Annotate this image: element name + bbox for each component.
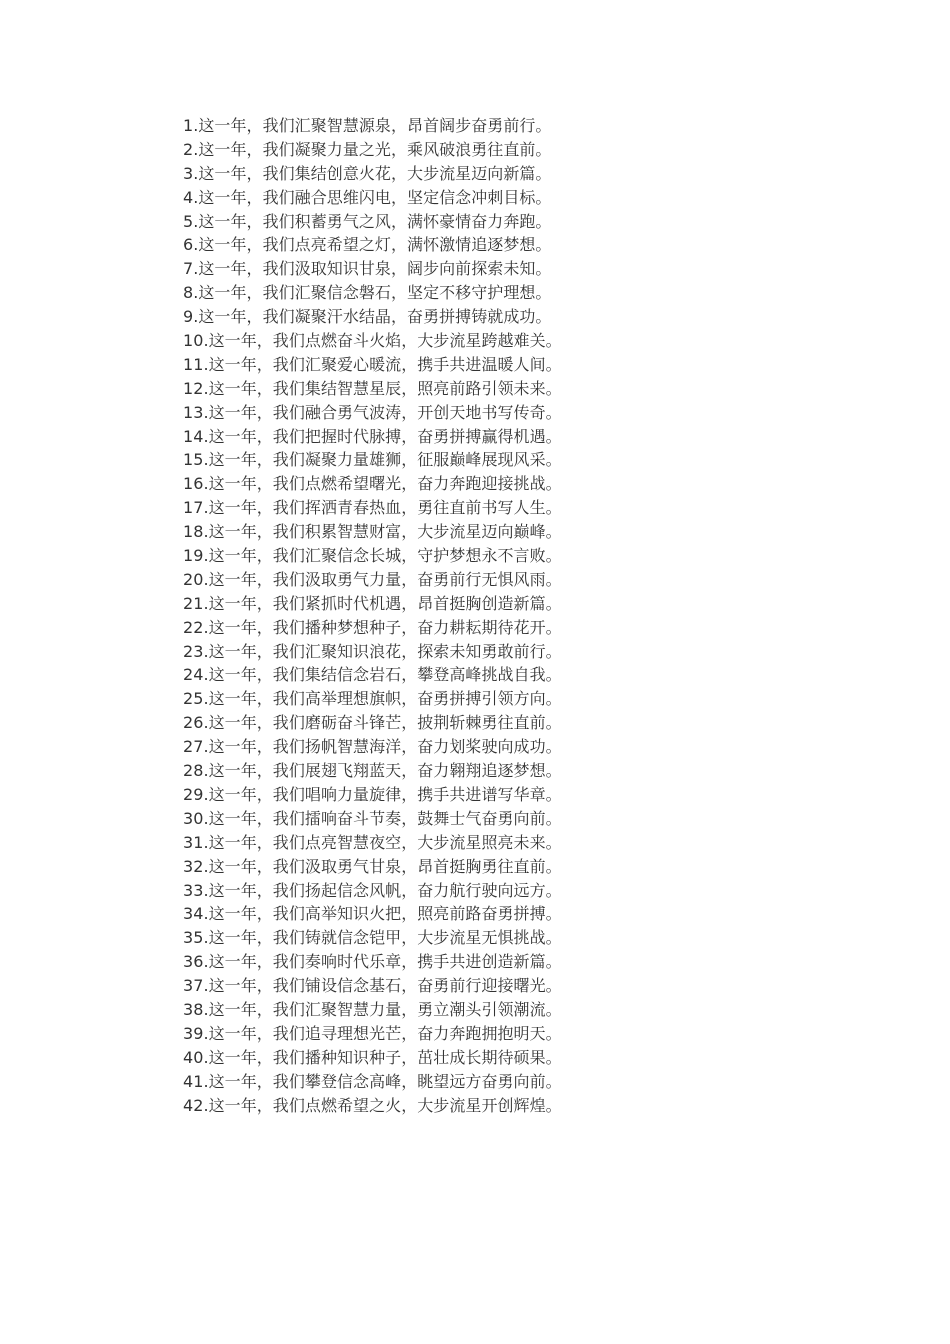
list-item: 17.这一年，我们挥洒青春热血，勇往直前书写人生。 xyxy=(183,498,562,518)
list-item: 25.这一年，我们高举理想旗帜，奋勇拼搏引领方向。 xyxy=(183,689,562,709)
list-item: 20.这一年，我们汲取勇气力量，奋勇前行无惧风雨。 xyxy=(183,569,562,589)
list-item: 27.这一年，我们扬帆智慧海洋，奋力划桨驶向成功。 xyxy=(183,737,562,757)
list-item: 35.这一年，我们铸就信念铠甲，大步流星无惧挑战。 xyxy=(183,928,562,948)
list-item: 10.这一年，我们点燃奋斗火焰，大步流星跨越难关。 xyxy=(183,331,562,351)
list-item: 33.这一年，我们扬起信念风帆，奋力航行驶向远方。 xyxy=(183,880,562,900)
document-content xyxy=(183,114,903,1117)
list-item: 21.这一年，我们紧抓时代机遇，昂首挺胸创造新篇。 xyxy=(183,593,562,613)
list-item: 19.这一年，我们汇聚信念长城，守护梦想永不言败。 xyxy=(183,546,562,566)
list-item: 24.这一年，我们集结信念岩石，攀登高峰挑战自我。 xyxy=(183,665,562,685)
list-item: 42.这一年，我们点燃希望之火，大步流星开创辉煌。 xyxy=(183,1095,562,1115)
list-item: 36.这一年，我们奏响时代乐章，携手共进创造新篇。 xyxy=(183,952,562,972)
list-item: 1.这一年，我们汇聚智慧源泉，昂首阔步奋勇前行。 xyxy=(183,116,552,135)
list-item: 37.这一年，我们铺设信念基石，奋勇前行迎接曙光。 xyxy=(183,976,562,996)
list-item: 4.这一年，我们融合思维闪电，坚定信念冲刺目标。 xyxy=(183,187,552,207)
list-item: 41.这一年，我们攀登信念高峰，眺望远方奋勇向前。 xyxy=(183,1071,562,1091)
list-item: 16.这一年，我们点燃希望曙光，奋力奔跑迎接挑战。 xyxy=(183,474,562,494)
list-item: 11.这一年，我们汇聚爱心暖流，携手共进温暖人间。 xyxy=(183,354,562,374)
list-item: 40.这一年，我们播种知识种子，茁壮成长期待硕果。 xyxy=(183,1047,562,1067)
list-item: 39.这一年，我们追寻理想光芒，奋力奔跑拥抱明天。 xyxy=(183,1023,562,1043)
list-item: 23.这一年，我们汇聚知识浪花，探索未知勇敢前行。 xyxy=(183,641,562,661)
list-item: 12.这一年，我们集结智慧星辰，照亮前路引领未来。 xyxy=(183,378,562,398)
list-item: 30.这一年，我们擂响奋斗节奏，鼓舞士气奋勇向前。 xyxy=(183,808,562,828)
list-item: 13.这一年，我们融合勇气波涛，开创天地书写传奇。 xyxy=(183,402,562,422)
list-item: 6.这一年，我们点亮希望之灯，满怀激情追逐梦想。 xyxy=(183,235,552,255)
list-item: 2.这一年，我们凝聚力量之光，乘风破浪勇往直前。 xyxy=(183,139,552,159)
list-item: 28.这一年，我们展翅飞翔蓝天，奋力翱翔追逐梦想。 xyxy=(183,761,562,781)
list-item: 7.这一年，我们汲取知识甘泉，阔步向前探索未知。 xyxy=(183,259,552,279)
list-item: 32.这一年，我们汲取勇气甘泉，昂首挺胸勇往直前。 xyxy=(183,856,562,876)
list-item: 8.这一年，我们汇聚信念磐石，坚定不移守护理想。 xyxy=(183,283,552,303)
list-item: 26.这一年，我们磨砺奋斗锋芒，披荆斩棘勇往直前。 xyxy=(183,713,562,733)
list-item: 38.这一年，我们汇聚智慧力量，勇立潮头引领潮流。 xyxy=(183,999,562,1019)
list-item: 14.这一年，我们把握时代脉搏，奋勇拼搏赢得机遇。 xyxy=(183,426,562,446)
list-item: 18.这一年，我们积累智慧财富，大步流星迈向巅峰。 xyxy=(183,522,562,542)
list-item: 34.这一年，我们高举知识火把，照亮前路奋勇拼搏。 xyxy=(183,904,562,924)
list-item: 15.这一年，我们凝聚力量雄狮，征服巅峰展现风采。 xyxy=(183,450,562,470)
list-item: 9.这一年，我们凝聚汗水结晶，奋勇拼搏铸就成功。 xyxy=(183,307,552,327)
list-item: 3.这一年，我们集结创意火花，大步流星迈向新篇。 xyxy=(183,163,552,183)
list-item: 29.这一年，我们唱响力量旋律，携手共进谱写华章。 xyxy=(183,784,562,804)
numbered-list xyxy=(183,114,903,1117)
list-item: 5.这一年，我们积蓄勇气之风，满怀豪情奋力奔跑。 xyxy=(183,211,552,231)
list-item: 22.这一年，我们播种梦想种子，奋力耕耘期待花开。 xyxy=(183,617,562,637)
list-item: 31.这一年，我们点亮智慧夜空，大步流星照亮未来。 xyxy=(183,832,562,852)
